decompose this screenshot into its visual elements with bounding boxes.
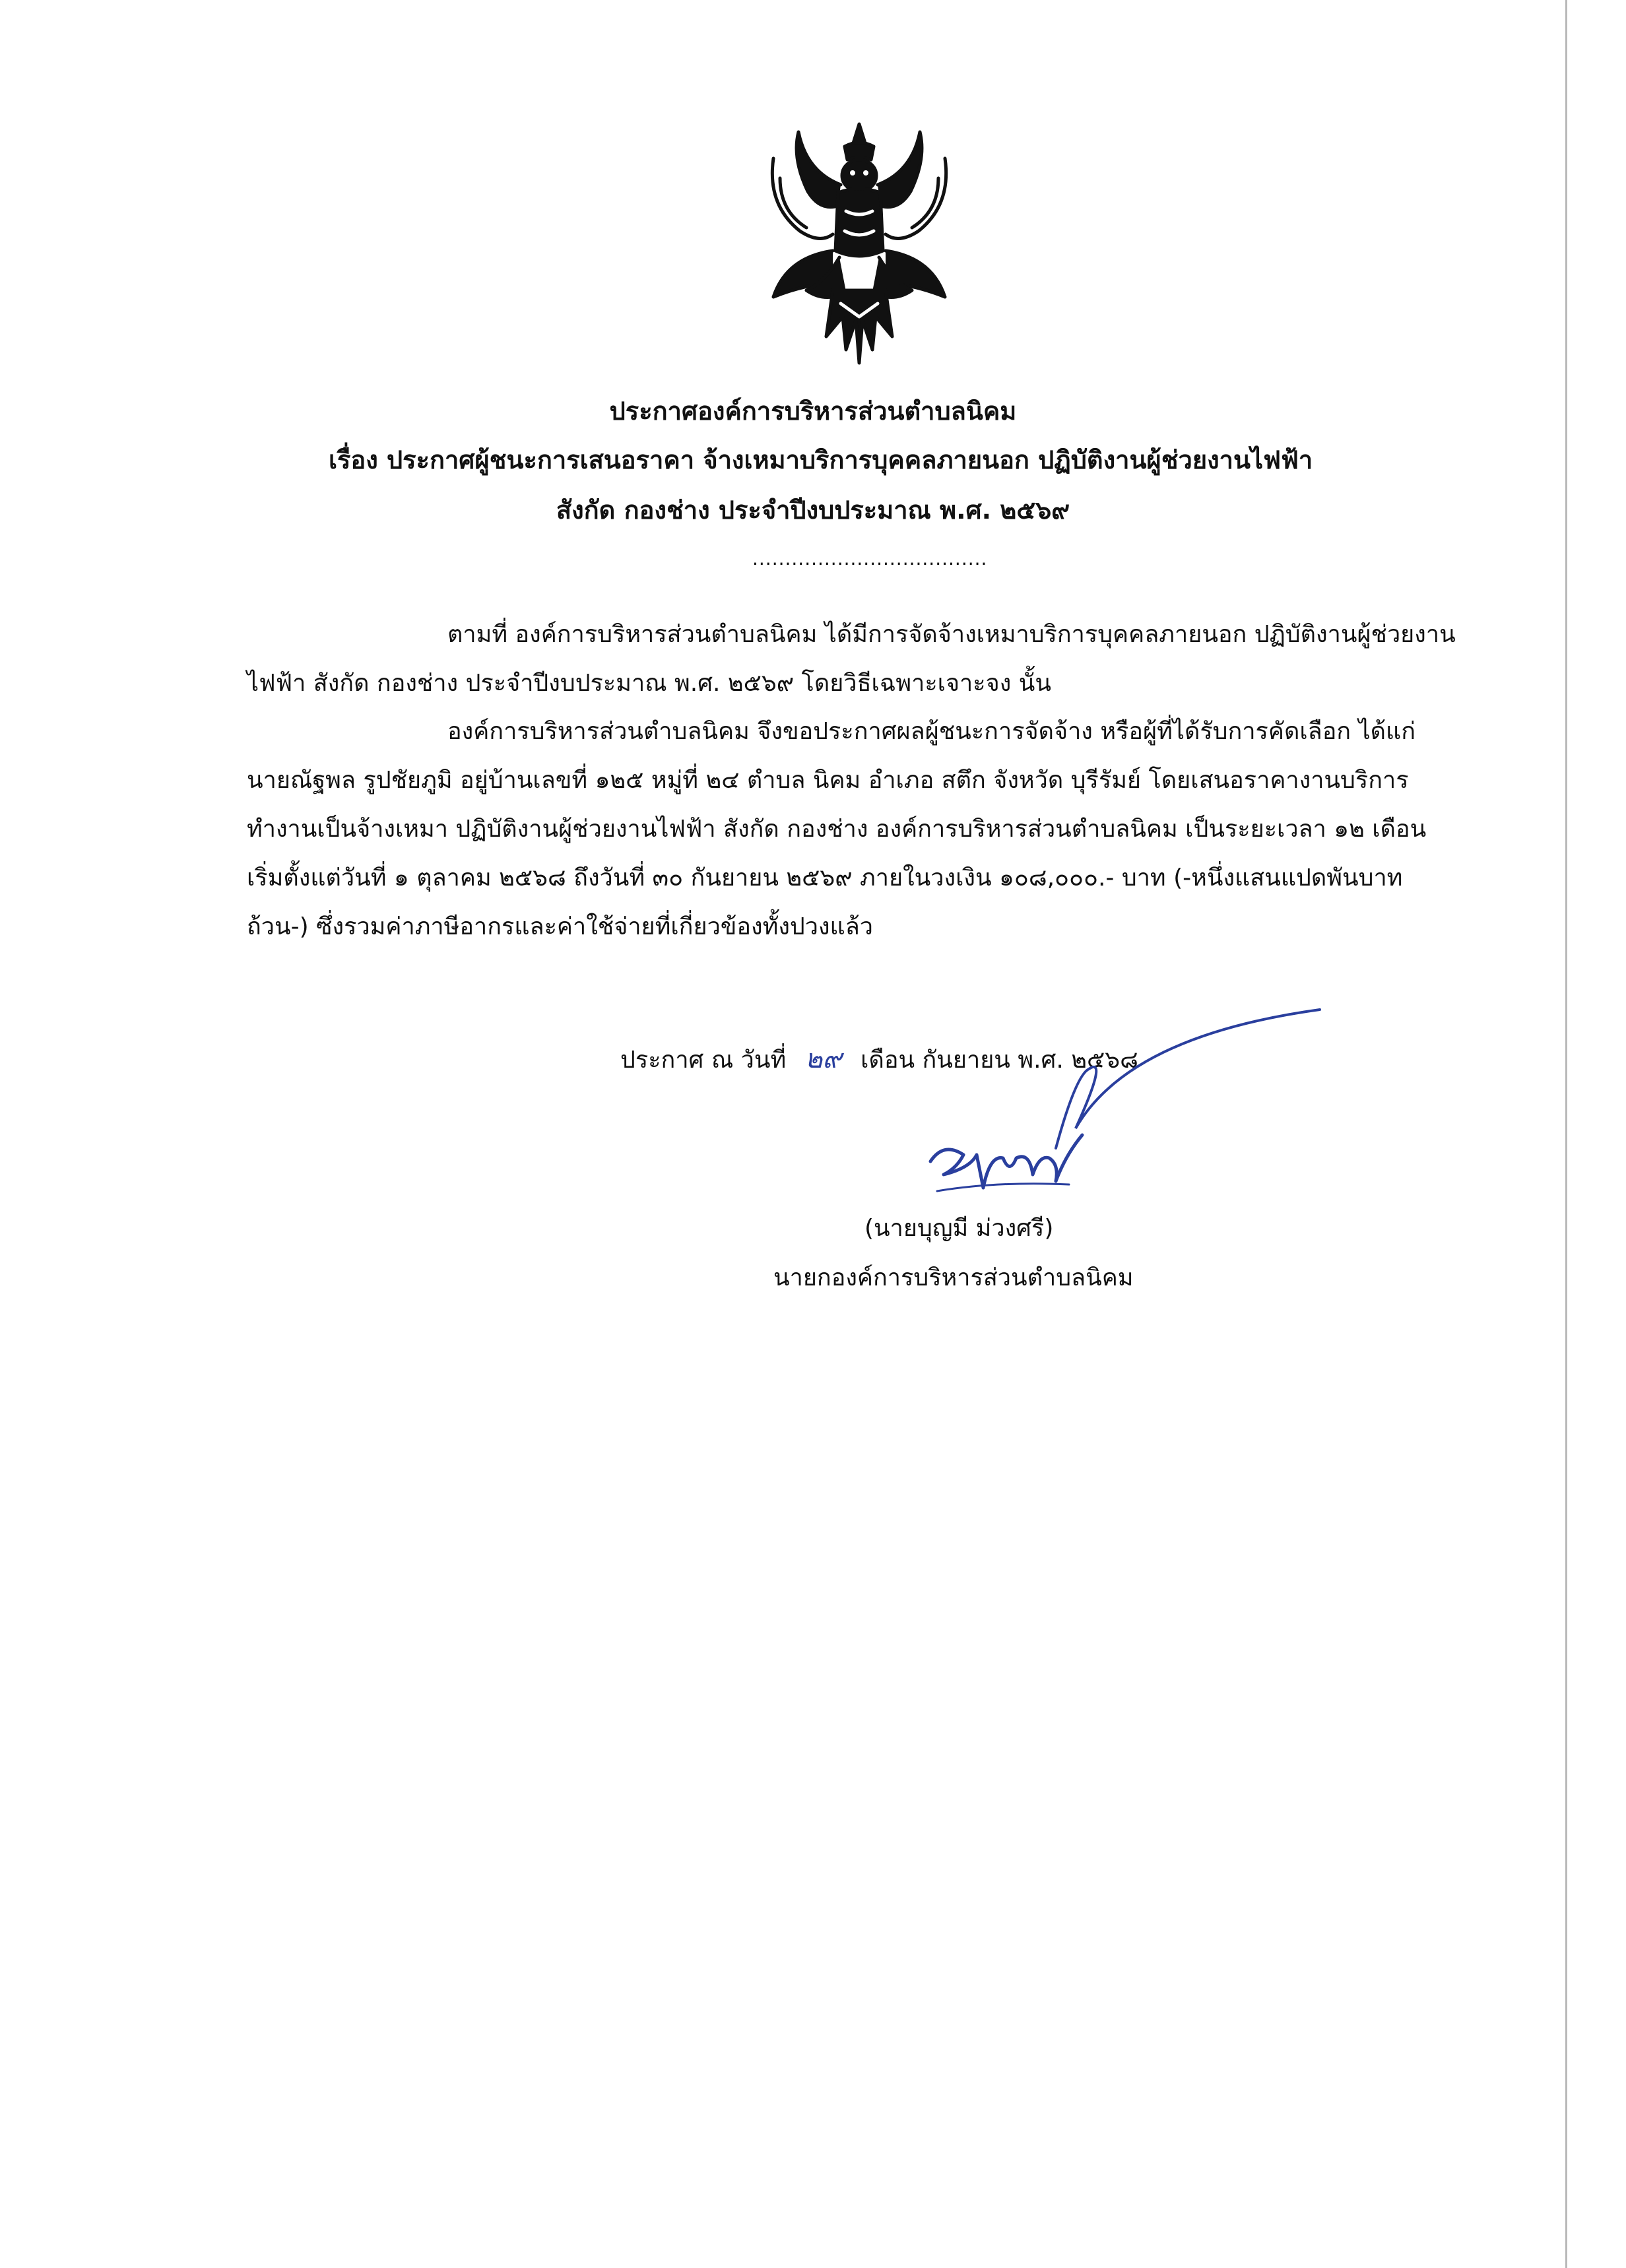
title-separator: .................................... [752, 548, 988, 569]
page-edge [1565, 0, 1567, 2268]
announcement-prefix: ประกาศ ณ วันที่ [620, 1047, 787, 1074]
document-subject-continued: สังกัด กองช่าง ประจำปีงบประมาณ พ.ศ. ๒๕๖๙ [556, 496, 1070, 525]
body-paragraph-2 [247, 707, 1461, 952]
body-paragraph-1-text: ตามที่ องค์การบริหารส่วนตำบลนิคม ได้มีการจัดจ้างเหมาบริการบุคคลภายนอก ปฏิบัติงานผู้ช่วยงานไฟฟ้า สังกัด กองช่าง ประจำปีงบประมาณ พ.ศ. ๒๕๖๙ โดยวิธีเฉพาะเจาะจง นั้น [247, 621, 1456, 697]
body-paragraph-1 [247, 610, 1461, 708]
announcement-suffix: เดือน กันยายน พ.ศ. ๒๕๖๘ [861, 1047, 1138, 1074]
garuda-emblem [760, 119, 958, 370]
document-subject: เรื่อง ประกาศผู้ชนะการเสนอราคา จ้างเหมาบริการบุคคลภายนอก ปฏิบัติงานผู้ช่วยงานไฟฟ้า [329, 445, 1313, 474]
handwritten-signature [917, 1128, 1089, 1208]
body-paragraph-2-text: องค์การบริหารส่วนตำบลนิคม จึงขอประกาศผลผู้ชนะการจัดจ้าง หรือผู้ที่ได้รับการคัดเลือก ได้แก่ นายณัฐพล รูปชัยภูมิ อยู่บ้านเลขที่ ๑๒๕ หมู่ที่ ๒๔ ตำบล นิคม อำเภอ สตึก จังหวัด บุรีรัมย์ โดยเสนอราคางานบริการทำงานเป็นจ้างเหมา ปฏิบัติงานผู้ช่วยงานไฟฟ้า สังกัด กองช่าง องค์การบริหารส่วนตำบลนิคม เป็นระยะเวลา ๑๒ เดือน เริ่มตั้งแต่วันที่ ๑ ตุลาคม ๒๕๖๘ ถึงวันที่ ๓๐ กันยายน ๒๕๖๙ ภายในวงเงิน ๑๐๘,๐๐๐.- บาท (-หนึ่งแสนแปดพันบาทถ้วน-) ซึ่งรวมค่าภาษีอากรและค่าใช้จ่ายที่เกี่ยวข้องทั้งปวงแล้ว [247, 718, 1427, 940]
document-title: ประกาศองค์การบริหารส่วนตำบลนิคม [609, 397, 1017, 426]
signatory-name: (นายบุญมี ม่วงศรี) [864, 1215, 1054, 1242]
pen-stroke [1049, 996, 1326, 1155]
handwritten-day: ๒๙ [804, 1044, 842, 1074]
signatory-position: นายกองค์การบริหารส่วนตำบลนิคม [773, 1264, 1134, 1291]
